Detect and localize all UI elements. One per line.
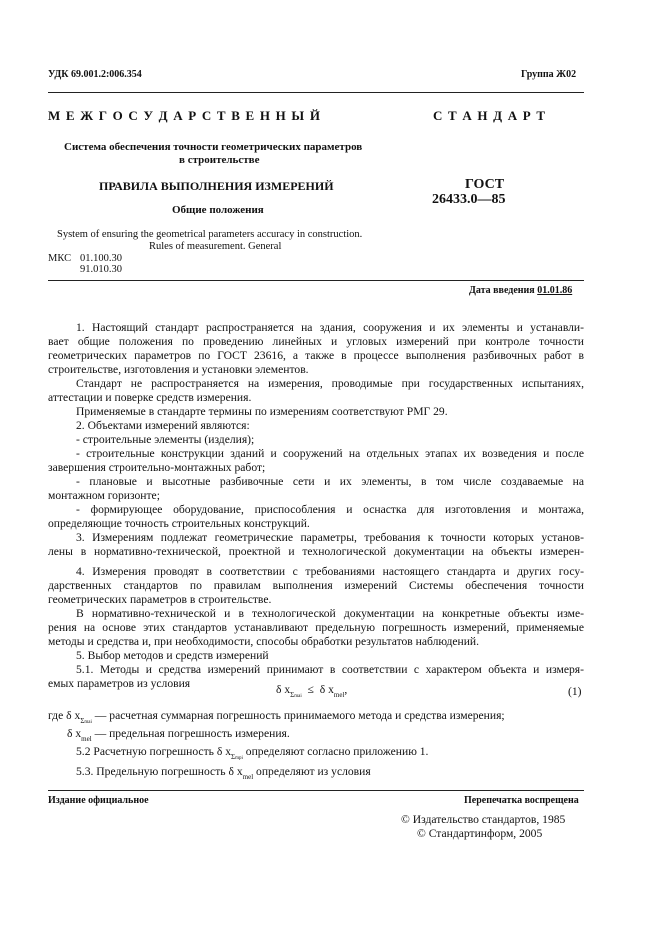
date-value: 01.01.86 bbox=[537, 285, 573, 296]
where-line1: где δ $x_{\Sigma mai}$ — расчетная суммарная погрешность принимаемого метода и средства измерения; bbox=[48, 709, 505, 725]
standard-heading: С Т А Н Д А Р Т bbox=[433, 108, 547, 123]
system-title-line1: Система обеспечения точности геометрических параметров bbox=[64, 141, 363, 153]
mks-code-1: 01.100.30 bbox=[80, 253, 122, 264]
p11-line1: В нормативно-технической и в технологической документации на конкретные объекты изме- bbox=[76, 607, 584, 620]
formula-right-sub: mel bbox=[333, 691, 345, 699]
general-subtitle: Общие положения bbox=[172, 204, 264, 216]
p7-line2: монтажном горизонте; bbox=[48, 489, 160, 502]
p1-line3: геометрических параметров по ГОСТ 23616, а также в процессе выполнения разбивочных работ в bbox=[48, 349, 584, 362]
p13-line2: емых параметров из условия bbox=[48, 677, 191, 690]
formula-number: (1) bbox=[568, 685, 582, 698]
system-title-line2: в строительстве bbox=[179, 154, 260, 166]
english-title-line2: Rules of measurement. General bbox=[149, 241, 282, 252]
footer-rule bbox=[48, 790, 584, 791]
top-rule bbox=[48, 92, 584, 93]
p7-line1: - плановые и высотные разбивочные сети и их элементы, в том числе создаваемые на bbox=[76, 475, 584, 488]
where2-text: — предельная погрешность измерения. bbox=[94, 727, 290, 740]
p2-line2: аттестации и поверке средств измерения. bbox=[48, 391, 252, 404]
p6-line1: - строительные конструкции зданий и сооружений на отдельных этапах их возведения и после bbox=[76, 447, 584, 460]
p1-line1: 1. Настоящий стандарт распространяется на здания, сооружения и их элементы и устанавли- bbox=[76, 321, 584, 334]
formula-right: δ x bbox=[319, 683, 334, 696]
formula-le: ≤ bbox=[307, 683, 314, 696]
where-line2: δ $x_{mel}$ — предельная погрешность измерения. bbox=[67, 727, 290, 743]
gost-number: 26433.0—85 bbox=[432, 192, 506, 207]
p14: 5.2 Расчетную погрешность δ $x_{\Sigma mpi}$ определяют согласно приложению 1. bbox=[76, 745, 429, 761]
p10-line1: 4. Измерения проводят в соответствии с требованиями настоящего стандарта и других госу- bbox=[76, 565, 584, 578]
title-rule bbox=[48, 280, 584, 281]
formula-comma: , bbox=[344, 683, 348, 696]
p12: 5. Выбор методов и средств измерений bbox=[76, 649, 269, 662]
p11-line2: рения на основе этих стандартов устанавливают предельную погрешность измерений, применяемые bbox=[48, 621, 584, 634]
p1-line4: строительстве, изготовления и установки элементов. bbox=[48, 363, 309, 376]
p4: 2. Объектами измерений являются: bbox=[76, 419, 250, 432]
udk-code: УДК 69.001.2:006.354 bbox=[48, 69, 142, 80]
p8-line2: определяющие точность строительных конструкций. bbox=[48, 517, 310, 530]
formula-1 bbox=[276, 683, 347, 705]
reprint-prohibited: Перепечатка воспрещена bbox=[464, 795, 579, 806]
p15: 5.3. Предельную погрешность δ $x_{mel}$ определяют из условия bbox=[76, 765, 371, 781]
p1-line2: вает общие положения по проведению линейных и угловых измерений при контроле точности bbox=[48, 335, 584, 348]
group-code: Группа Ж02 bbox=[521, 69, 577, 80]
p5: - строительные элементы (изделия); bbox=[76, 433, 255, 446]
p8-line1: - формирующее оборудование, приспособления и оснастка для изготовления и монтажа, bbox=[76, 503, 584, 516]
p13-line1: 5.1. Методы и средства измерений принимают в соответствии с характером объекта и измеря- bbox=[76, 663, 584, 676]
p11-line3: методы и средства и, при необходимости, способы обработки результатов наблюдений. bbox=[48, 635, 480, 648]
p3: Применяемые в стандарте термины по измерениям соответствуют РМГ 29. bbox=[76, 405, 448, 418]
mks-label: МКС bbox=[48, 253, 72, 264]
interstate-heading: М Е Ж Г О С У Д А Р С Т В Е Н Н Ы Й bbox=[48, 108, 322, 123]
copyright-2005: © Стандартинформ, 2005 bbox=[417, 827, 543, 840]
p9-line1: 3. Измерениям подлежат геометрические параметры, требования к точности которых установ- bbox=[76, 531, 584, 544]
introduction-date bbox=[469, 285, 572, 296]
gost-label: ГОСТ bbox=[465, 177, 505, 192]
rules-title: ПРАВИЛА ВЫПОЛНЕНИЯ ИЗМЕРЕНИЙ bbox=[99, 179, 334, 193]
english-title-line1: System of ensuring the geometrical parameters accuracy in construction. bbox=[57, 229, 363, 240]
official-edition: Издание официальное bbox=[48, 795, 149, 806]
date-label: Дата введения bbox=[469, 285, 535, 296]
copyright-1985: © Издательство стандартов, 1985 bbox=[401, 813, 566, 826]
p10-line3: геометрических параметров в строительстве. bbox=[48, 593, 272, 606]
p9-line2: лены в нормативно-технической, проектной и технологической документации на объекты измерен- bbox=[48, 545, 584, 558]
p10-line2: дарственных стандартов по правилам выполнения измерений Системы обеспечения точности bbox=[48, 579, 584, 592]
p6-line2: завершения строительно-монтажных работ; bbox=[48, 461, 266, 474]
formula-left: δ x bbox=[276, 683, 291, 696]
p2-line1: Стандарт не распространяется на измерения, проводимые при государственных испытаниях, bbox=[76, 377, 584, 390]
where1-text: — расчетная суммарная погрешность принимаемого метода и средства измерения; bbox=[94, 709, 505, 722]
mks-code-2: 91.010.30 bbox=[80, 264, 122, 275]
formula-left-sub: Σmai bbox=[290, 691, 302, 699]
